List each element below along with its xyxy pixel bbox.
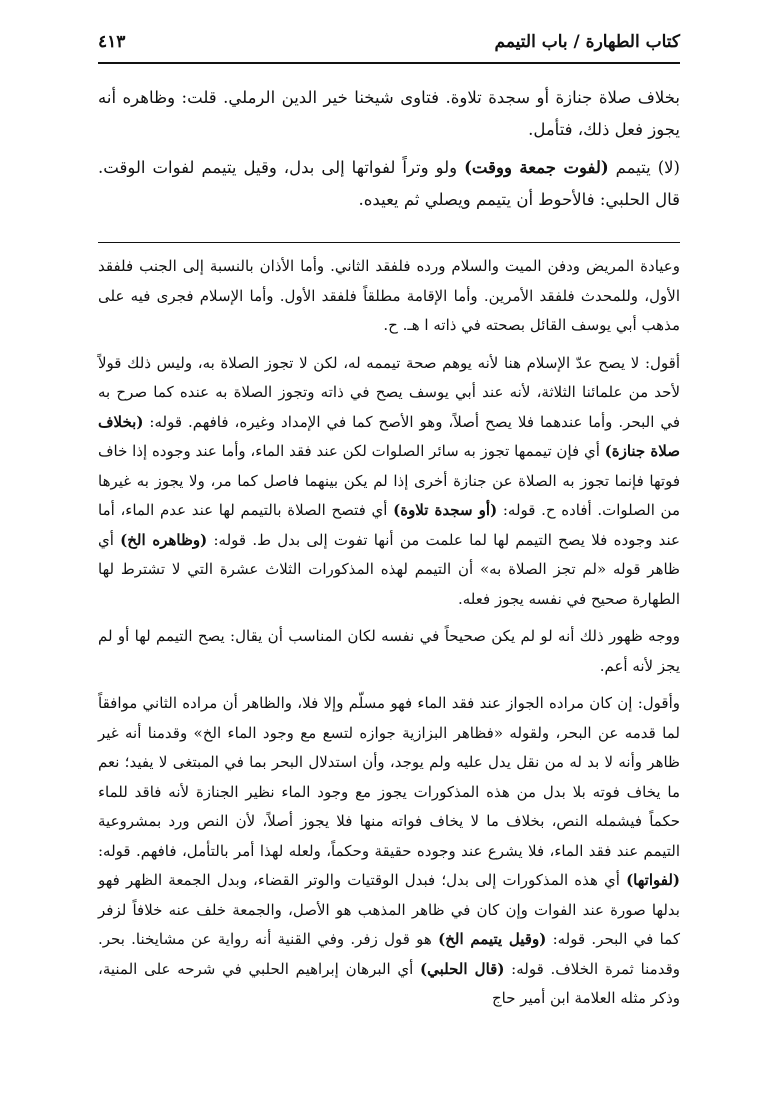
commentary-paragraph: ووجه ظهور ذلك أنه لو لم يكن صحيحاً في نفسه لكان المناسب أن يقال: يصح التيمم لها أو لم يجز لأنه أعم. [98, 627, 680, 675]
bold-phrase: (قال الحلبي) [419, 959, 505, 978]
page-number: ٤١٣ [98, 32, 126, 52]
text-run: أي فتصح الصلاة بالتيمم لها عند عدم الماء، أما عند وجوده فلا يصح التيمم لها لما علمت من أنها تفوت إلى بدل ط. قوله: [98, 501, 680, 549]
main-text [98, 82, 680, 222]
bold-phrase: (لفواتها) [626, 871, 680, 889]
bold-phrase: (أو سجدة تلاوة) [393, 501, 498, 519]
page-header [98, 22, 680, 64]
running-title: كتاب الطهارة / باب التيمم [494, 32, 680, 52]
text-run: (لا) يتيمم [608, 158, 680, 177]
section-divider [98, 242, 680, 243]
text-run: هو قول زفر. وفي القنية أنه رواية عن مشايخنا. بحر. وقدمنا ثمرة الخلاف. قوله: [98, 930, 681, 978]
commentary-paragraph [98, 689, 680, 1014]
text-run: ولو وتراً لفواتها إلى بدل، وقيل يتيمم لفوات الوقت. قال الحلبي: فالأحوط أن يتيمم ويصلي ثم يعيده. [98, 158, 680, 209]
commentary-paragraph [98, 349, 680, 615]
bold-phrase: (وقيل يتيمم الخ) [438, 930, 547, 948]
bold-phrase: (وظاهره الخ) [120, 530, 208, 549]
text-run: أقول: لا يصح عدّ الإسلام هنا لأنه يوهم صحة تيممه له، لكن لا تجوز الصلاة به، وليس ذلك قولاً لأحد من علمائنا الثلاثة، لأنه عند أبي يوسف يصح في ذاته وتجوز الصلاة به عنده كما صرح به في البحر. وأما عندهما فلا يصح أصلاً، وهو الأصح كما في الإمداد وغيره، فافهم. قوله: [98, 353, 680, 431]
text-run: أي البرهان إبراهيم الحلبي في شرحه على المنية، وذكر مثله العلامة ابن أمير حاج [98, 959, 680, 1007]
text-run: أي هذه المذكورات إلى بدل؛ فبدل الوقتيات والوتر القضاء، وبدل الجمعة الظهر فهو بدلها صورة عند الفوات وإن كان في ظاهر المذهب هو الأصل، والجمعة خلف عنه خلافاً لزفر كما في البحر. قوله: [98, 871, 680, 948]
text-run: أي ظاهر قوله «لم تجز الصلاة به» أن التيمم لهذه المذكورات الثلاث عشرة التي لا تشترط لها الطهارة صحيح في نفسه يجوز فعله. [98, 530, 680, 608]
text-run: وأقول: إن كان مراده الجواز عند فقد الماء فهو مسلّم وإلا فلا، والظاهر أن مراده الثاني موافقاً لما قدمه عن البحر، ولقوله «فظاهر البزازية جوازه لتسع مع وجود الماء الخ» وقدمنا أنه غير ظاهر وأنه لا بد له من نقل يدل عليه ولم يوجد، وأن استدلال البحر بما في المبتغى لا يفيد؛ نعم ما يخاف فوته بلا بدل من هذه المذكورات يجوز مع وجود الماء نظير الجنازة لأنه فاقد للماء حكماً فيشمله النص، بخلاف ما لا يخاف فواته منها فلا يجوز أصلاً، لأن النص ورد بمشروعية التيمم عند فقد الماء، فلا يشرع عند وجوده حقيقة وحكماً، ولعله لهذا أمر بالتأمل، فافهم. قوله: [98, 694, 680, 860]
commentary-text [98, 252, 680, 1022]
commentary-paragraph: وعيادة المريض ودفن الميت والسلام ورده فلفقد الثاني. وأما الأذان بالنسبة إلى الجنب فلفقد الأول، وللمحدث فلفقد الأمرين. وأما الإقامة مطلقاً فلفقد الأول. وأما الإسلام فجرى فيه على مذهب أبي يوسف القائل بصحته في ذاته ا هـ. ح. [98, 257, 680, 334]
text-run: أي فإن تيممها تجوز به سائر الصلوات لكن عند فقد الماء، وأما عند وجوده إذا خاف فوتها فإنما تجوز به الصلاة عن جنازة أخرى إذا لم يكن بينهما فاصل كما مر، ولا يجوز به غيرها من الصلوات. أفاده ح. قوله: [98, 442, 681, 519]
main-paragraph: بخلاف صلاة جنازة أو سجدة تلاوة. فتاوى شيخنا خير الدين الرملي. قلت: وظاهره أنه يجوز فعل ذلك، فتأمل. [98, 88, 680, 139]
main-paragraph [98, 152, 680, 215]
bold-phrase: (بخلاف صلاة جنازة) [98, 412, 680, 460]
bold-phrase: (لفوت جمعة ووقت) [464, 158, 609, 177]
